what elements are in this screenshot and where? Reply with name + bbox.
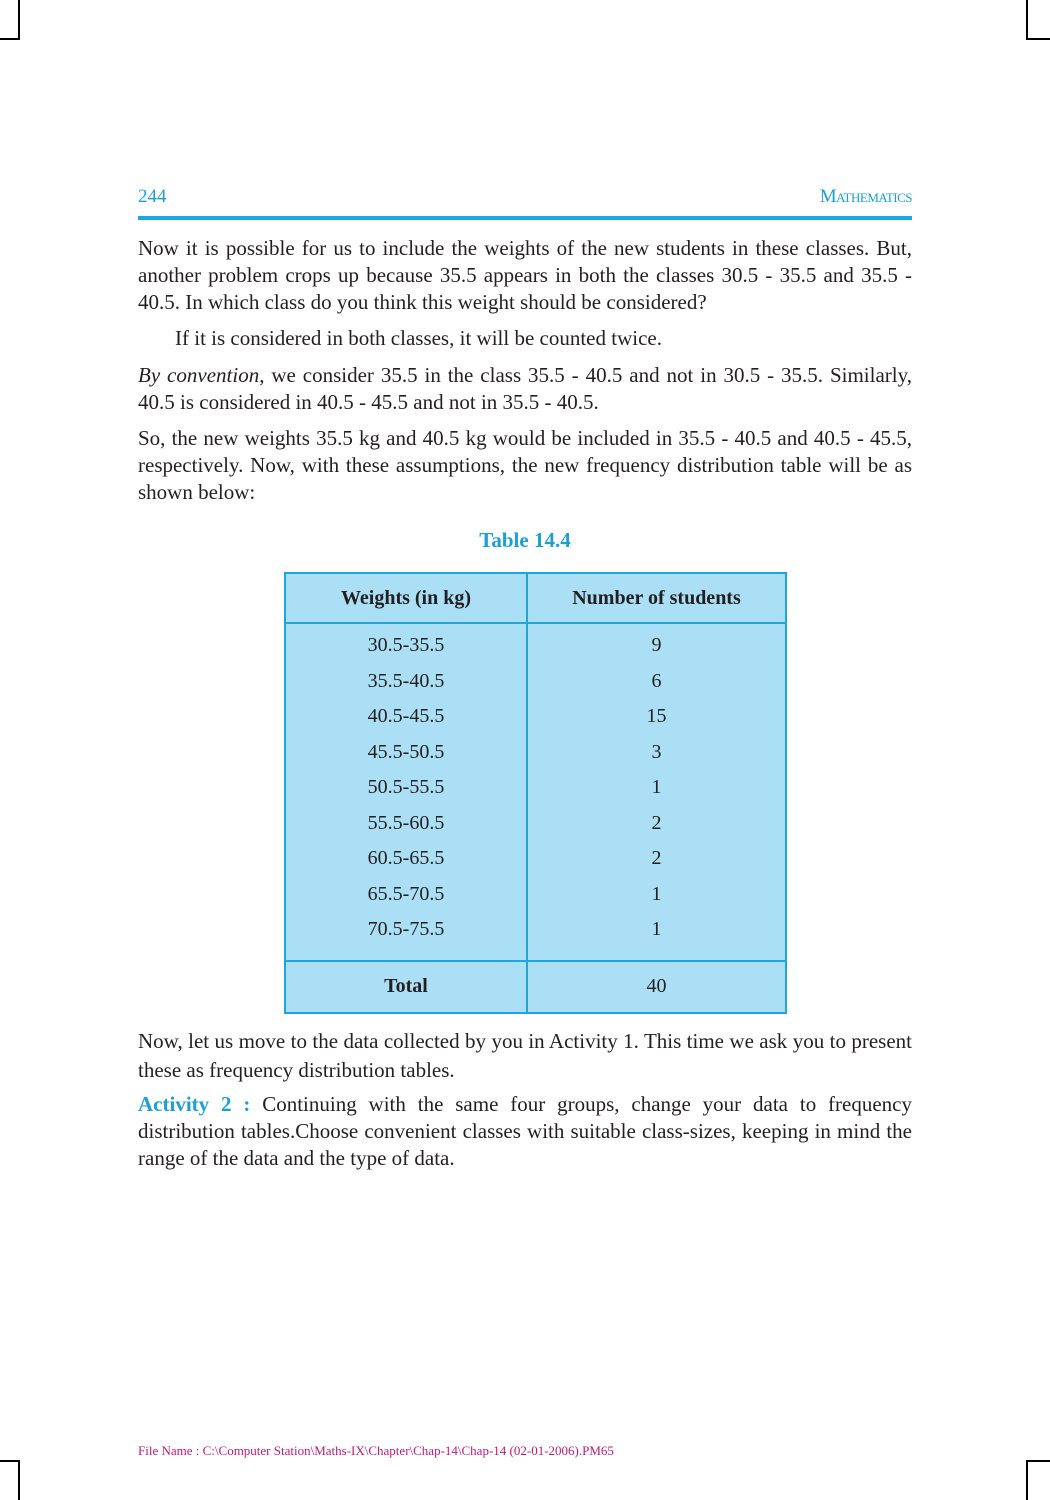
table-row bbox=[285, 806, 786, 842]
student-count-cell: 3 bbox=[651, 740, 662, 763]
total-label: Total bbox=[285, 961, 527, 1013]
paragraph: If it is considered in both classes, it will be counted twice. bbox=[175, 326, 662, 350]
weight-class-cell: 70.5-75.5 bbox=[285, 912, 527, 961]
weight-class-cell: 65.5-70.5 bbox=[285, 877, 527, 913]
crop-mark bbox=[18, 1460, 20, 1500]
student-count-cell: 15 bbox=[646, 705, 667, 728]
student-count-cell: 1 bbox=[651, 882, 662, 905]
column-header: Number of students bbox=[527, 573, 786, 623]
table-caption: Table 14.4 bbox=[479, 528, 571, 552]
weight-class-cell: 60.5-65.5 bbox=[285, 841, 527, 877]
table-row bbox=[285, 912, 786, 961]
crop-mark bbox=[1026, 1460, 1028, 1500]
student-count-cell: 9 bbox=[651, 634, 662, 657]
subject-title: Mathematics bbox=[819, 186, 912, 207]
table-row bbox=[285, 664, 786, 700]
paragraph: Now, let us move to the data collected by you in Activity 1. This time we ask you to present these as frequency distribution tables. bbox=[138, 1029, 912, 1082]
weight-class-cell: 35.5-40.5 bbox=[285, 664, 527, 700]
paragraph: So, the new weights 35.5 kg and 40.5 kg would be included in 35.5 - 40.5 and 40.5 - 45.5, respectively. Now, with these assumptions, the new frequency distribution table will be as shown below: bbox=[138, 426, 912, 504]
paragraph bbox=[138, 362, 912, 416]
crop-mark bbox=[1026, 38, 1050, 40]
weight-class-cell: 30.5-35.5 bbox=[285, 623, 527, 664]
crop-mark bbox=[1026, 1460, 1050, 1462]
paragraph-text: , we consider 35.5 in the class 35.5 - 40.5 and not in 30.5 - 35.5. Similarly, 40.5 is considered in 40.5 - 45.5 and not in 35.5 - 40.5. bbox=[138, 363, 913, 414]
table-row bbox=[285, 623, 786, 664]
file-name-footer: File Name : C:\Computer Station\Maths-IX\Chapter\Chap-14\Chap-14 (02-01-2006).PM65 bbox=[138, 1443, 614, 1458]
paragraph: Now it is possible for us to include the weights of the new students in these classes. But, another problem crops up because 35.5 appears in both the classes 30.5 - 35.5 and 35.5 - 40.5. In which class do you think this weight should be considered? bbox=[138, 236, 912, 314]
student-count-cell: 1 bbox=[651, 776, 662, 799]
emphasis: By convention bbox=[138, 363, 260, 387]
student-count-cell: 6 bbox=[651, 669, 662, 692]
total-value: 40 bbox=[527, 961, 786, 1013]
student-count-cell: 2 bbox=[651, 847, 662, 870]
crop-mark bbox=[1026, 0, 1028, 40]
weight-class-cell: 55.5-60.5 bbox=[285, 806, 527, 842]
table-row bbox=[285, 877, 786, 913]
table-row bbox=[285, 770, 786, 806]
table-row bbox=[285, 735, 786, 771]
column-header: Weights (in kg) bbox=[285, 573, 527, 623]
weight-class-cell: 45.5-50.5 bbox=[285, 735, 527, 771]
crop-mark bbox=[0, 38, 20, 40]
crop-mark bbox=[18, 0, 20, 40]
table-row bbox=[285, 841, 786, 877]
student-count-cell: 1 bbox=[651, 918, 662, 941]
weight-class-cell: 50.5-55.5 bbox=[285, 770, 527, 806]
frequency-table bbox=[284, 572, 787, 1014]
page-number: 244 bbox=[138, 186, 167, 207]
weight-class-cell: 40.5-45.5 bbox=[285, 699, 527, 735]
student-count-cell: 2 bbox=[651, 811, 662, 834]
activity-text: Continuing with the same four groups, change your data to frequency distribution tables.Choose convenient classes with suitable class-sizes, keeping in mind the range of the data and the type of data. bbox=[138, 1092, 912, 1170]
crop-mark bbox=[0, 1460, 20, 1462]
table-row bbox=[285, 699, 786, 735]
activity bbox=[138, 1091, 912, 1172]
page-header bbox=[138, 184, 912, 220]
activity-label: Activity 2 : bbox=[138, 1092, 251, 1116]
